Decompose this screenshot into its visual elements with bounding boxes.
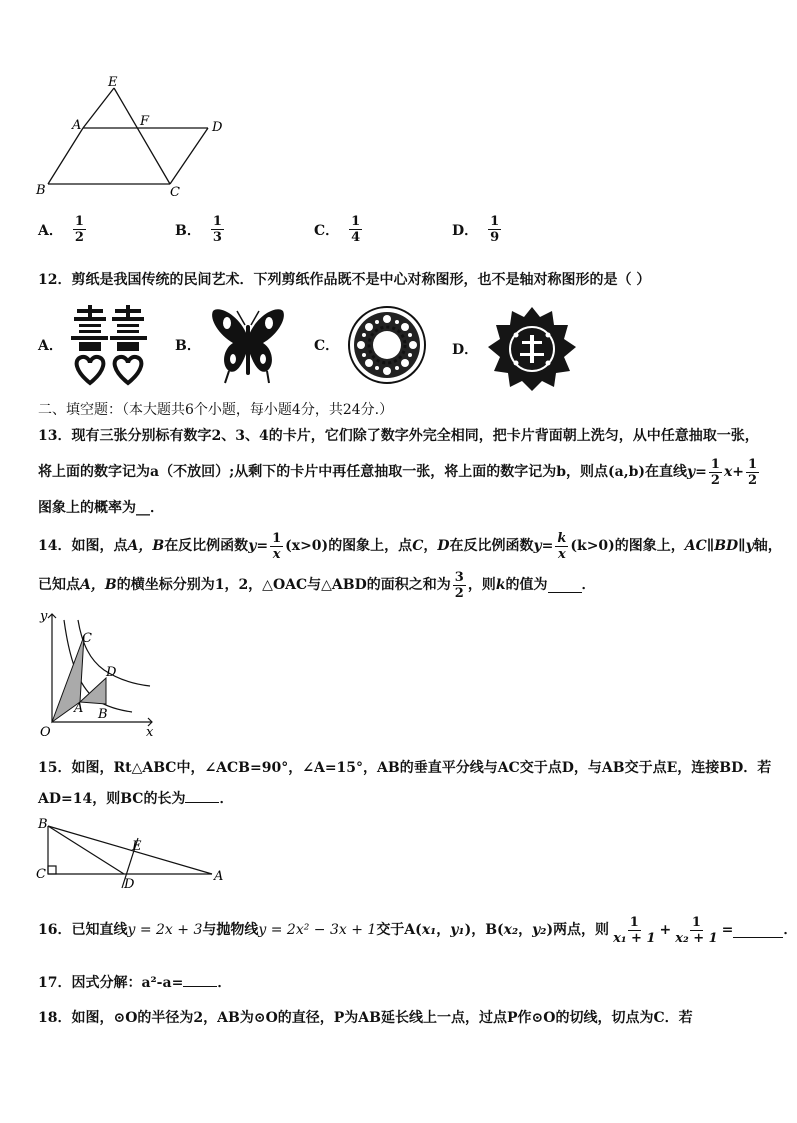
- label-B: B: [98, 707, 108, 722]
- fraction: $\frac{1}{x}$: [272, 530, 282, 562]
- answer-blank[interactable]: [733, 923, 783, 938]
- answer-blank[interactable]: [183, 972, 217, 987]
- answer-blank[interactable]: [548, 578, 582, 593]
- q13-line3: 图象上的概率为__．: [38, 500, 164, 516]
- label-D: D: [212, 120, 223, 135]
- q17-line: 17．因式分解：a²-a= ．: [38, 972, 231, 993]
- q14-line2: 已知点 A，B 的横坐标分别为1，2，△OAC与△ABD的面积之和为 $\frac{3}{2}$ ，则 k 的值为 ．: [38, 569, 596, 601]
- q11-option-d[interactable]: [452, 214, 503, 245]
- q13-line2: 将上面的数字记为a（不放回）;从剩下的卡片中再任意抽取一张，将上面的数字记为b，则点(a,b)在直线 y = $\frac{1}{2}$ x + $\frac{1}{2}$: [38, 456, 758, 488]
- q14-figure: [36, 606, 166, 740]
- label-D: D: [124, 877, 135, 892]
- fraction: $\frac{1}{\text{x₁ + 1}}$: [613, 914, 656, 946]
- label-C: C: [36, 867, 46, 882]
- fraction: $\frac{3}{2}$: [454, 569, 464, 601]
- label-C: C: [170, 185, 180, 200]
- option-label: D．: [452, 222, 479, 239]
- label-F: F: [140, 114, 150, 129]
- q12-option-a[interactable]: [38, 305, 147, 385]
- label-B: B: [38, 817, 48, 832]
- fraction: $\frac{1}{2}$: [748, 456, 758, 488]
- fraction: $\frac{1}{2}$: [710, 456, 720, 488]
- q12-option-d[interactable]: [452, 305, 578, 393]
- q11-option-b[interactable]: [175, 214, 226, 245]
- q14-line1: 14．如图，点 A，B 在反比例函数 y = $\frac{1}{x}$ (x>0) 的图象上，点 C ， D 在反比例函数 y = $\frac{k}{x}$ (k>0) 的图象上， AC∥BD∥y 轴，: [38, 530, 782, 562]
- q13-line1: 13．现有三张分别标有数字2、3、4的卡片，它们除了数字外完全相同，把卡片背面朝上洗匀，从中任意抽取一张，: [38, 428, 759, 444]
- section-heading: 二、填空题：（本大题共6个小题，每小题4分，共24分.）: [38, 402, 394, 418]
- q11-figure: [30, 74, 230, 200]
- label-A: A: [72, 118, 82, 133]
- option-label: A．: [38, 338, 63, 354]
- butterfly-icon: [209, 305, 287, 385]
- q12-stem: 12．剪纸是我国传统的民间艺术．下列剪纸作品既不是中心对称图形，也不是轴对称图形的是（ ）: [38, 272, 651, 288]
- q12-option-c[interactable]: [314, 305, 427, 385]
- round-pattern-icon: [347, 305, 427, 385]
- q11-option-a[interactable]: [38, 214, 88, 245]
- label-y: y: [40, 609, 48, 624]
- fraction: $\frac{1}{\text{x₂ + 1}}$: [675, 914, 718, 946]
- label-A: A: [214, 869, 224, 884]
- option-label: A．: [38, 222, 63, 239]
- option-label: C．: [314, 222, 340, 239]
- label-A: A: [74, 701, 84, 716]
- q15-figure: [34, 816, 226, 892]
- label-O: O: [40, 725, 51, 740]
- double-happiness-icon: [71, 305, 147, 385]
- option-label: B．: [175, 338, 201, 354]
- label-E: E: [132, 839, 142, 854]
- q15-line2: AD=14，则BC的长为 ．: [38, 788, 233, 809]
- option-label: C．: [314, 338, 340, 354]
- label-x: x: [146, 725, 154, 740]
- answer-blank[interactable]: [185, 788, 219, 803]
- q16-line: 16．已知直线 y = 2x + 3 与抛物线 y = 2x² − 3x + 1 交于A( x₁ ， y₁ )，B( x₂ ， y₂ )两点，则 $\frac{1}{\text{x₁ + 1}}$ + $\frac{1}{\text{x₂ + 1}}$ = ．: [38, 914, 797, 946]
- q11-option-c[interactable]: [314, 214, 364, 245]
- fraction: $\frac{1}{3}$: [212, 214, 222, 245]
- fraction: $\frac{1}{4}$: [351, 214, 361, 245]
- option-label: B．: [175, 222, 201, 239]
- fraction: $\frac{1}{9}$: [490, 214, 500, 245]
- star-pattern-icon: [486, 305, 578, 393]
- label-D: D: [106, 665, 117, 680]
- q18-line: 18．如图，⊙O的半径为2，AB为⊙O的直径，P为AB延长线上一点，过点P作⊙O的切线，切点为C．若: [38, 1010, 693, 1026]
- fraction: $\frac{1}{2}$: [74, 214, 84, 245]
- fraction: $\frac{k}{x}$: [557, 530, 567, 562]
- label-B: B: [36, 183, 46, 198]
- label-E: E: [108, 75, 118, 90]
- label-C: C: [82, 631, 92, 646]
- q12-option-b[interactable]: [175, 305, 287, 385]
- option-label: D．: [452, 342, 479, 358]
- q15-line1: 15．如图，Rt△ABC中，∠ACB=90°，∠A=15°，AB的垂直平分线与AC交于点D，与AB交于点E，连接BD．若: [38, 760, 772, 776]
